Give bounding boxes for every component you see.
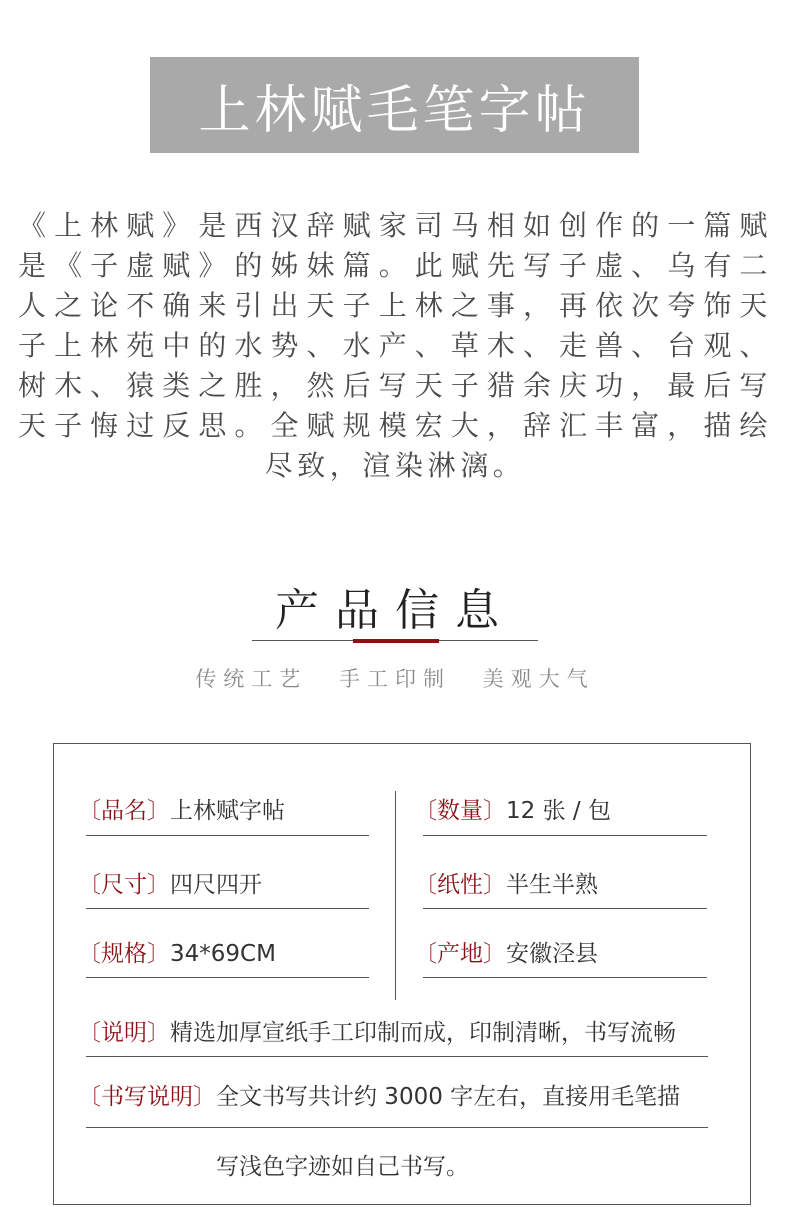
info-name: [78, 792, 285, 825]
info-name-label: 〔品名〕: [78, 798, 170, 824]
underline: [423, 908, 707, 909]
info-description: [78, 1014, 676, 1047]
underline: [86, 908, 369, 909]
underline: [423, 977, 707, 978]
info-quantity: [414, 792, 611, 825]
info-size: [78, 866, 262, 899]
intro-line: 《上林赋》是西汉辞赋家司马相如创作的一篇赋: [18, 209, 772, 242]
underline: [86, 835, 369, 836]
underline: [423, 835, 707, 836]
page-title-banner: [150, 57, 639, 153]
intro-line: 人之论不确来引出天子上林之事，再依次夸饰天: [18, 289, 772, 322]
info-quantity-label: 〔数量〕: [414, 798, 506, 824]
underline: [86, 1127, 708, 1128]
intro-line: 树木、猿类之胜，然后写天子猎余庆功，最后写: [18, 369, 772, 402]
intro-line: 子上林苑中的水势、水产、草木、走兽、台观、: [18, 329, 772, 362]
intro-line: 天子悔过反思。全赋规模宏大，辞汇丰富，描绘: [18, 409, 772, 442]
info-spec-value: 34*69CM: [170, 941, 276, 967]
info-writing-continued: 写浅色字迹如自己书写。: [216, 1154, 469, 1180]
info-origin-label: 〔产地〕: [414, 941, 506, 967]
section-accent-bar: [353, 639, 439, 643]
underline: [86, 977, 369, 978]
info-description-value: 精选加厚宣纸手工印制而成，印制清晰，书写流畅: [170, 1020, 676, 1046]
underline: [86, 1056, 708, 1057]
info-writing: [78, 1078, 680, 1111]
info-size-value: 四尺四开: [170, 872, 262, 898]
info-writing-label: 〔书写说明〕: [78, 1084, 216, 1110]
info-writing-value: 全文书写共计约 3000 字左右，直接用毛笔描: [216, 1084, 681, 1110]
info-spec-label: 〔规格〕: [78, 941, 170, 967]
info-description-label: 〔说明〕: [78, 1020, 170, 1046]
column-divider: [395, 791, 396, 1000]
info-size-label: 〔尺寸〕: [78, 872, 170, 898]
info-origin-value: 安徽泾县: [506, 941, 598, 967]
info-origin: [414, 935, 598, 968]
section-tagline: 传统工艺 手工印制 美观大气: [195, 667, 595, 691]
intro-last-line: 尽致，渲染淋漓。: [264, 449, 526, 482]
info-quantity-value: 12 张 / 包: [506, 798, 611, 824]
info-spec: [78, 935, 276, 968]
info-paper-label: 〔纸性〕: [414, 872, 506, 898]
section-title: 产品信息: [275, 585, 515, 636]
page-title: 上林赋毛笔字帖: [198, 80, 591, 141]
info-name-value: 上林赋字帖: [170, 798, 285, 824]
intro-paragraph: [18, 206, 772, 446]
info-paper: [414, 866, 598, 899]
intro-line: 是《子虚赋》的姊妹篇。此赋先写子虚、乌有二: [18, 249, 772, 282]
info-paper-value: 半生半熟: [506, 872, 598, 898]
